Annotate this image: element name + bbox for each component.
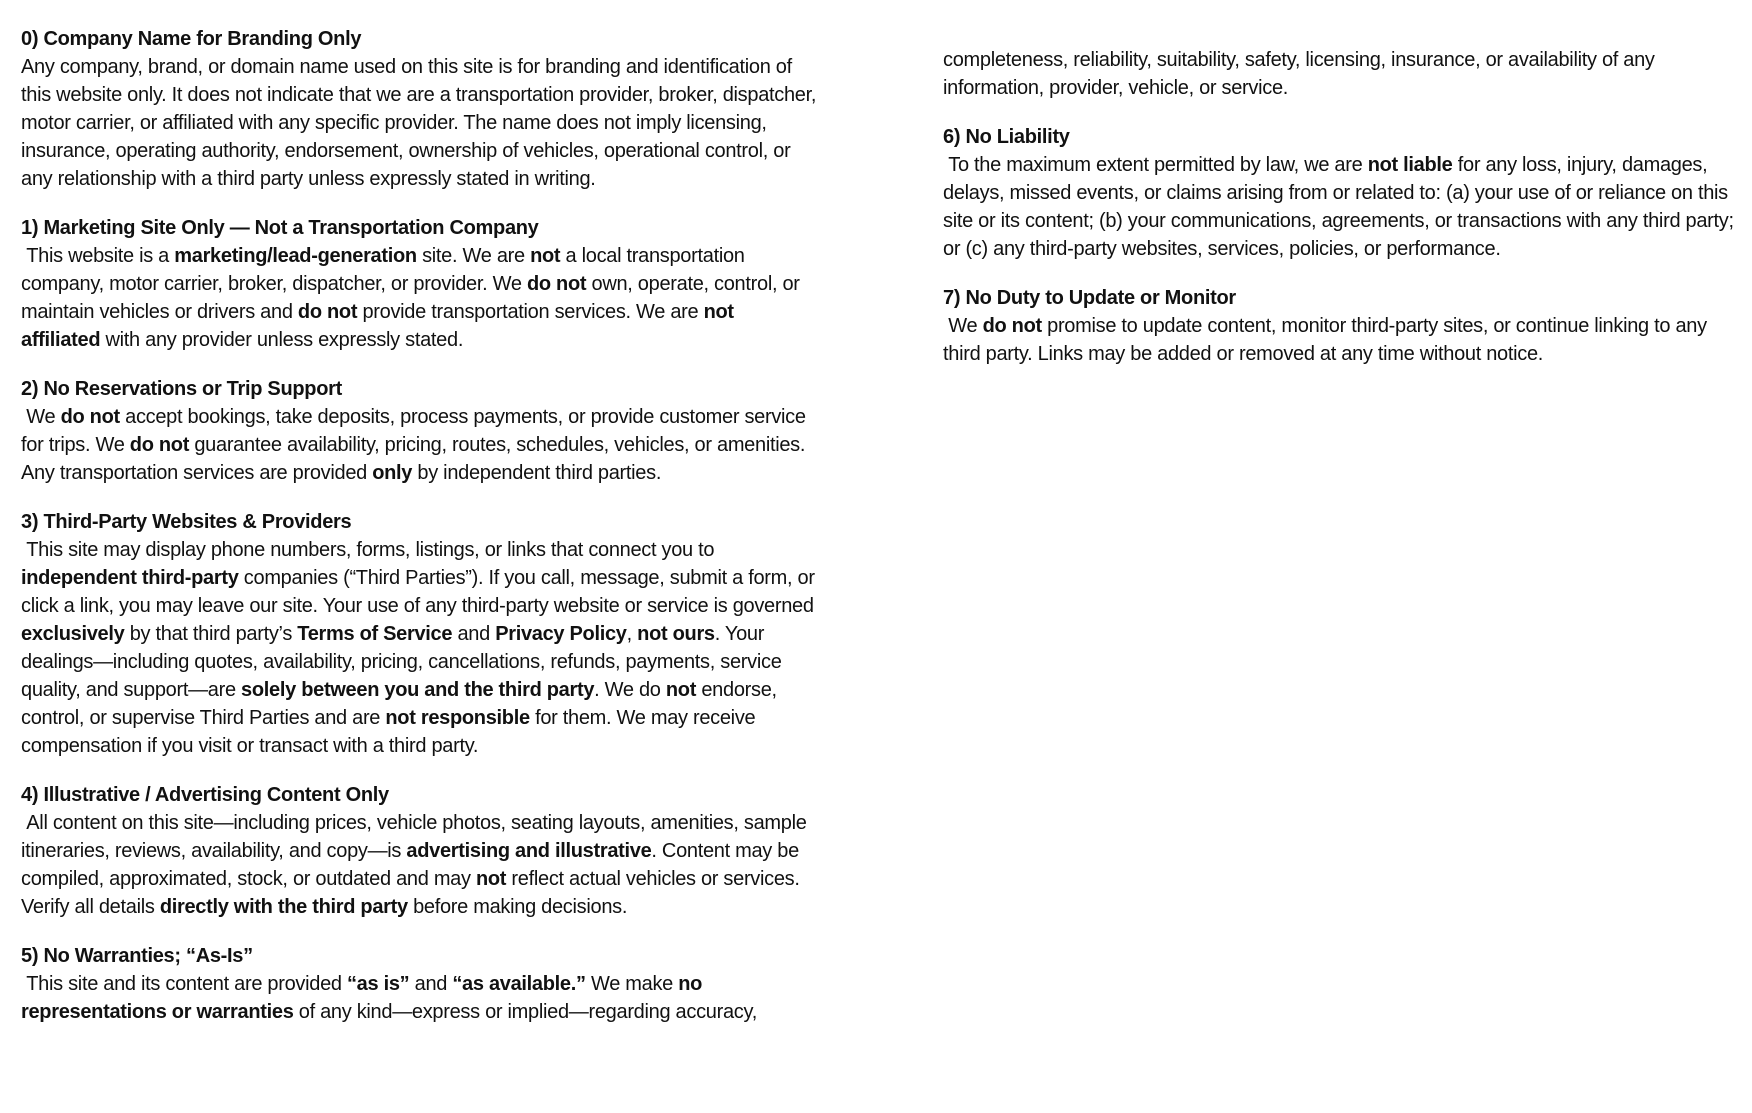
bold-run: not [665,679,697,701]
bold-run: do not [129,434,190,456]
bold-run: not affiliated [21,301,740,351]
text-run: own, operate, control, or maintain vehicles or drivers and [21,273,805,323]
bold-run: exclusively [21,623,125,645]
bold-run: independent third-party [21,567,239,589]
text-run: before making decisions. [407,896,628,918]
text-run: completeness, reliability, suitability, safety, licensing, insurance, or availability of any information, provider, vehicle, or service. [943,49,1660,99]
column-right [943,25,1739,389]
section [943,123,1739,263]
section-heading: 5) No Warranties; “As-Is” [21,945,253,967]
text-run: . We do [594,679,666,701]
paragraph-continuation [943,46,1739,102]
text-run: by that third party’s [124,623,298,645]
text-run: . Content may be compiled, approximated, stock, or outdated and may [21,840,805,890]
section-paragraph [21,53,822,193]
section-heading: 6) No Liability [943,126,1070,148]
text-run: , [626,623,638,645]
text-run: a local transportation company, motor carrier, broker, dispatcher, or provider. We [21,245,750,295]
bold-run: “as available.” [452,973,586,995]
text-run: Any company, brand, or domain name used on this site is for branding and identification of this website only. It does not indicate that we are a transportation provider, broker, dispatcher, motor carrier, or affiliated with any specific provider. The name does not imply licensing, insurance, operating authority, endorsement, ownership of vehicles, operational control, or any relationship with a third party unless expressly stated in writing. [21,56,822,190]
bold-run: not liable [1367,154,1453,176]
section-heading: 4) Illustrative / Advertising Content Only [21,784,389,806]
bold-run: no representations or warranties [21,973,708,1023]
section [21,25,822,193]
section [21,508,820,760]
text-run: promise to update content, monitor third-party sites, or continue linking to any third party. Links may be added or removed at any time without notice. [943,315,1713,365]
bold-run: directly with the third party [159,896,408,918]
bold-run: do not [297,301,358,323]
text-run: accept bookings, take deposits, process payments, or provide customer service for trips. We [21,406,811,456]
section-paragraph [21,809,817,921]
text-run: for them. We may receive compensation if you visit or transact with a third party. [21,707,761,757]
bold-run: not ours [637,623,715,645]
text-run: by independent third parties. [412,462,662,484]
text-run: This site and its content are provided [21,973,347,995]
text-run: for any loss, injury, damages, delays, missed events, or claims arising from or related to: (a) your use of or reliance on this site or its content; (b) your communications, agreements, or transactions with any third party; or (c) any third-party websites, services, policies, or performance. [943,154,1740,260]
section [21,375,817,487]
text-run: and [452,623,496,645]
section-heading: 2) No Reservations or Trip Support [21,378,342,400]
bold-run: Terms of Service [297,623,453,645]
bold-run: Privacy Policy [495,623,627,645]
section-heading: 3) Third-Party Websites & Providers [21,511,352,533]
bold-run: not responsible [385,707,530,729]
text-run: This site may display phone numbers, forms, listings, or links that connect you to [21,539,720,561]
section [21,781,817,921]
section [21,942,817,1026]
text-run: companies (“Third Parties”). If you call, message, submit a form, or click a link, you may leave our site. Your use of any third-party website or service is governed [21,567,820,617]
section-heading: 0) Company Name for Branding Only [21,28,362,50]
text-run: guarantee availability, pricing, routes, schedules, vehicles, or amenities. Any transportation services are provided [21,434,810,484]
section-paragraph [21,970,817,1026]
section-paragraph [943,312,1739,368]
text-run: and [409,973,453,995]
bold-run: do not [526,273,587,295]
section [21,214,817,354]
section-paragraph [21,536,820,760]
text-run: site. We are [416,245,531,267]
section-paragraph [21,242,817,354]
bold-run: solely between you and the third party [241,679,595,701]
section-heading: 1) Marketing Site Only — Not a Transportation Company [21,217,539,239]
text-run: provide transportation services. We are [357,301,704,323]
text-run: This website is a [21,245,175,267]
text-run: We [21,406,61,428]
text-run: To the maximum extent permitted by law, we are [943,154,1368,176]
text-run: endorse, control, or supervise Third Parties and are [21,679,783,729]
text-run: We [943,315,983,337]
section-paragraph [21,403,817,487]
bold-run: marketing/lead-generation [174,245,417,267]
bold-run: do not [60,406,120,428]
bold-run: “as is” [346,973,410,995]
text-run: All content on this site—including prices, vehicle photos, seating layouts, amenities, sample itineraries, reviews, availability, and copy—is [21,812,812,862]
text-run: of any kind—express or implied—regarding accuracy, [293,1001,757,1023]
bold-run: do not [982,315,1042,337]
bold-run: advertising and illustrative [406,840,652,862]
bold-run: only [372,462,413,484]
text-run: with any provider unless expressly stated. [100,329,464,351]
bold-run: not [475,868,507,890]
text-run: reflect actual vehicles or services. Verify all details [21,868,805,918]
text-run: . Your dealings—including quotes, availability, pricing, cancellations, refunds, payments, service quality, and support—are [21,623,787,701]
section [943,284,1739,368]
text-run: We make [585,973,679,995]
bold-run: not [530,245,561,267]
section-paragraph [943,151,1739,263]
column-left [21,25,822,1047]
section-paragraph [943,46,1739,102]
section-heading: 7) No Duty to Update or Monitor [943,287,1236,309]
